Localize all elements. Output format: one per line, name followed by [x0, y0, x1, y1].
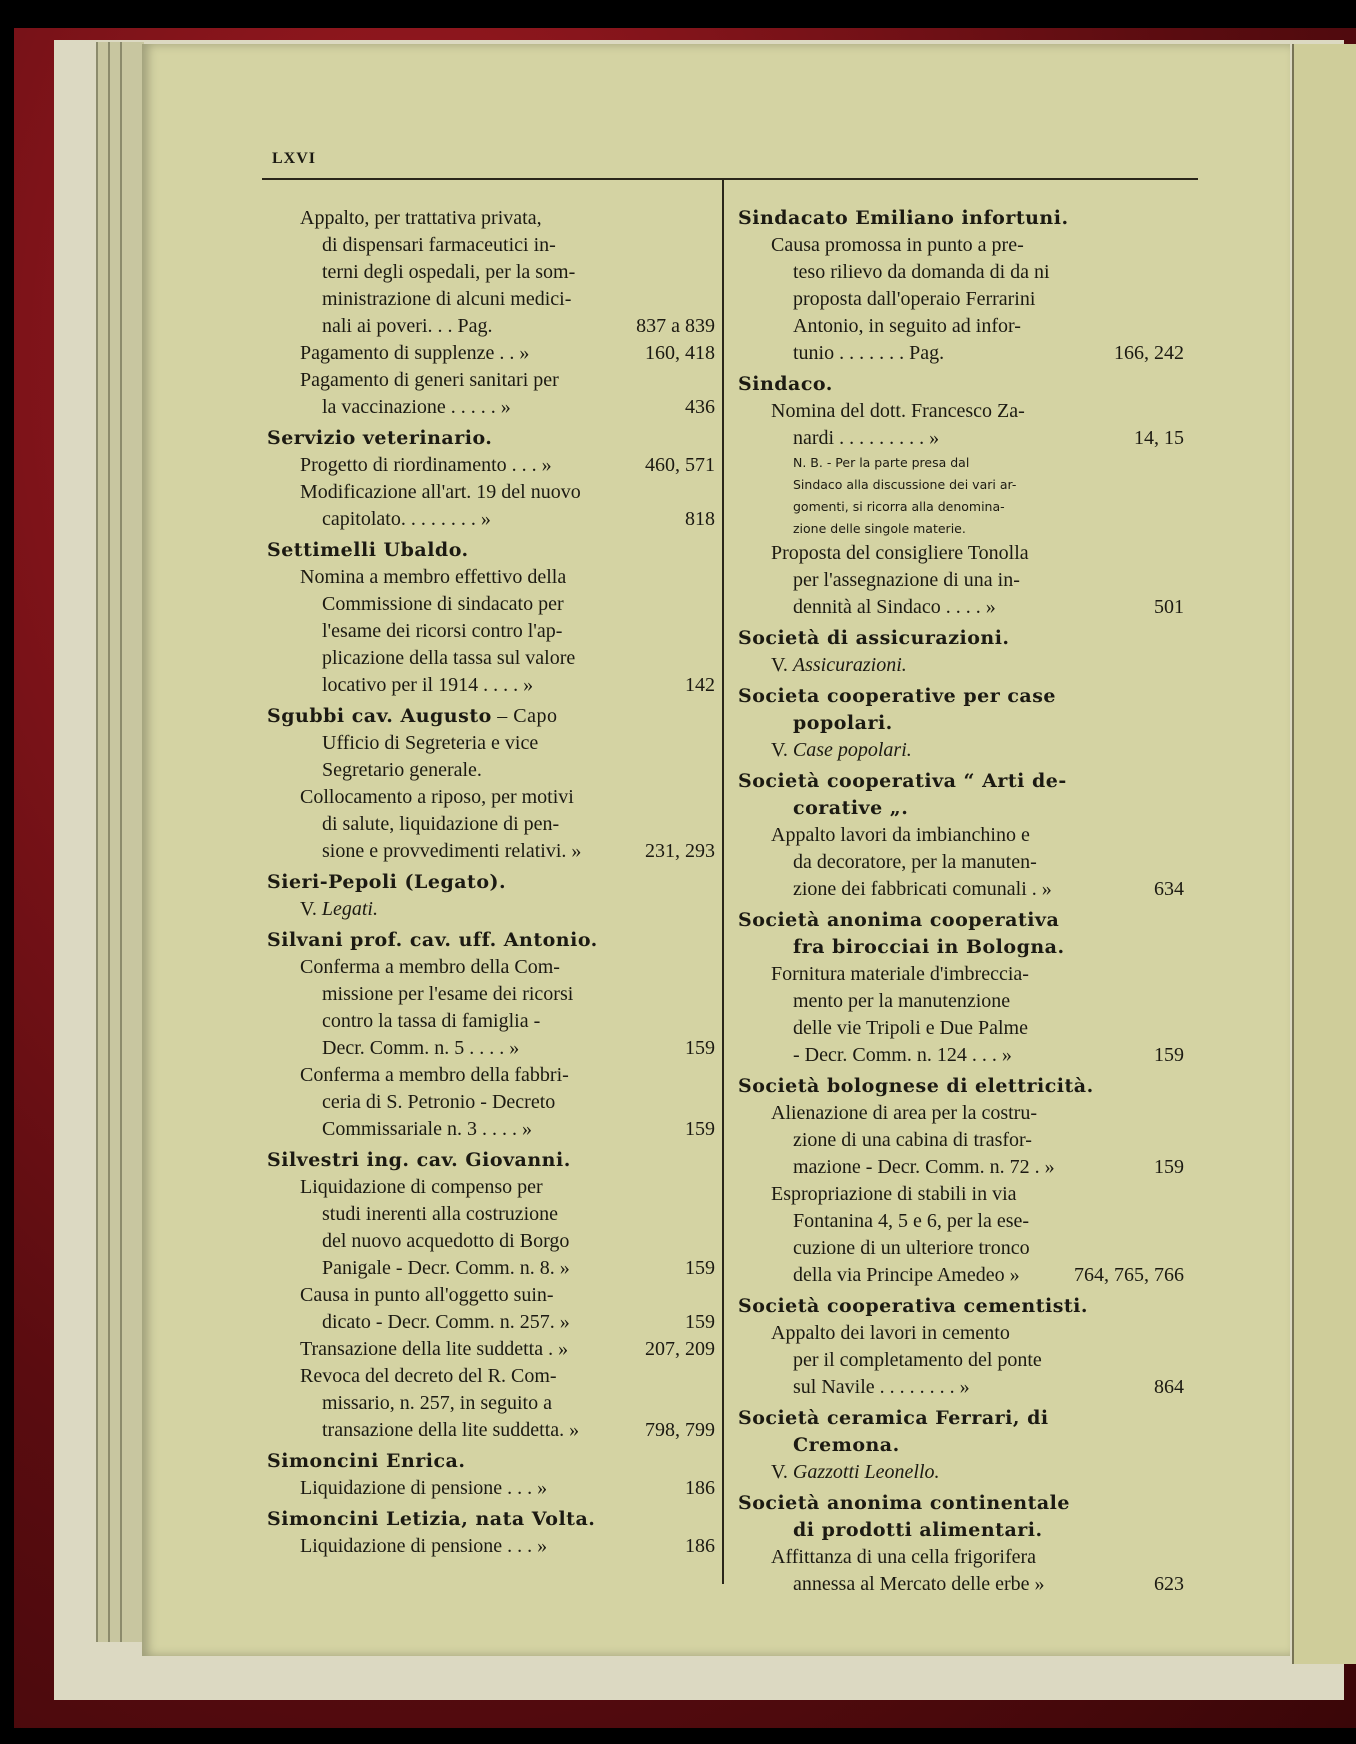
entry-text: Collocamento a riposo, per motivi [300, 786, 574, 808]
index-entry-heading [738, 205, 1184, 232]
index-entry-heading [267, 1147, 715, 1174]
entry-text: Antonio, in seguito ad infor- [793, 315, 1021, 337]
index-entry-line [267, 1282, 715, 1309]
index-entry-line [738, 1374, 1184, 1401]
page-reference: 166, 242 [1114, 342, 1184, 364]
index-entry-line [267, 313, 715, 340]
index-entry-line [738, 1015, 1184, 1042]
heading-text: Societa cooperative per case [738, 685, 1056, 707]
page-reference: 159 [685, 1257, 715, 1279]
index-entry-line [267, 1475, 715, 1502]
index-entry-line [738, 849, 1184, 876]
entry-text: di dispensari farmaceutici in- [322, 234, 556, 256]
see-target: Assicurazioni. [792, 654, 907, 676]
index-entry-heading [738, 1073, 1184, 1100]
entry-text: l'esame dei ricorsi contro l'ap- [322, 620, 563, 642]
entry-text: Alienazione di area per la costru- [771, 1102, 1037, 1124]
heading-text: Società bolognese di elettricità. [738, 1075, 1094, 1097]
entry-text: Fornitura materiale d'imbreccia- [771, 963, 1029, 985]
index-entry-line [738, 1262, 1184, 1289]
index-entry-line [267, 954, 715, 981]
index-entry-heading [738, 907, 1184, 934]
entry-text: contro la tassa di famiglia - [322, 1010, 541, 1032]
see-reference [738, 1459, 1184, 1486]
index-entry-line [267, 1336, 715, 1363]
entry-text: Fontanina 4, 5 e 6, per la ese- [793, 1210, 1030, 1232]
index-entry-line [267, 1116, 715, 1143]
index-entry-line [738, 1208, 1184, 1235]
index-entry-line [267, 757, 715, 784]
heading-text: Società ceramica Ferrari, di [738, 1407, 1049, 1429]
see-reference [738, 737, 1184, 764]
entry-text: Nomina del dott. Francesco Za- [771, 400, 1025, 422]
heading-text: Società di assicurazioni. [738, 627, 1010, 649]
index-entry-heading [738, 934, 1184, 961]
heading-text: Simoncini Enrica. [267, 1450, 466, 1472]
see-target: Case popolari. [792, 739, 912, 761]
index-entry-heading [738, 371, 1184, 398]
page-reference: 159 [685, 1118, 715, 1140]
entry-text: Affittanza di una cella frigorifera [771, 1546, 1037, 1568]
index-entry-line [738, 1571, 1184, 1598]
heading-text: Silvani prof. cav. uff. Antonio. [267, 929, 598, 951]
index-entry-heading [738, 1517, 1184, 1544]
index-entry-line [267, 1390, 715, 1417]
index-entry-line [738, 1347, 1184, 1374]
index-entry-heading [738, 768, 1184, 795]
index-entry-line [738, 594, 1184, 621]
page-reference: 436 [685, 396, 715, 418]
page-reference: 460, 571 [645, 454, 715, 476]
index-entry-heading [738, 1432, 1184, 1459]
page-reference: 159 [1154, 1156, 1184, 1178]
left-column [267, 205, 715, 1560]
index-entry-line [267, 618, 715, 645]
entry-text: mazione - Decr. Comm. n. 72 . » [793, 1156, 1055, 1178]
entry-text: Conferma a membro della Com- [300, 956, 560, 978]
entry-text: Nomina a membro effettivo della [300, 566, 567, 588]
heading-text: corative „. [793, 797, 909, 819]
index-entry-line [738, 567, 1184, 594]
see-target: Gazzotti Leonello. [792, 1461, 940, 1483]
entry-text: terni degli ospedali, per la som- [322, 261, 576, 283]
facing-page-edge [1292, 44, 1356, 1664]
index-entry-line [738, 313, 1184, 340]
entry-text: teso rilievo da domanda di da ni [793, 261, 1050, 283]
entry-text: Pagamento di supplenze . . » [300, 342, 530, 364]
page-reference: 837 a 839 [636, 315, 715, 337]
index-entry-heading [738, 710, 1184, 737]
entry-text: dicato - Decr. Comm. n. 257. » [322, 1311, 570, 1333]
entry-text: nali ai poveri. . . Pag. [322, 315, 493, 337]
index-note: gomenti, si ricorra alla denomina- [793, 499, 1005, 514]
entry-text: Panigale - Decr. Comm. n. 8. » [322, 1257, 570, 1279]
heading-text: Società anonima cooperativa [738, 909, 1060, 931]
heading-suffix: – Capo [491, 705, 558, 727]
index-entry-line [267, 1533, 715, 1560]
heading-text: Sindaco. [738, 373, 833, 395]
entry-text: del nuovo acquedotto di Borgo [322, 1230, 570, 1252]
entry-text: per il completamento del ponte [793, 1349, 1042, 1371]
index-entry-line [267, 367, 715, 394]
index-entry-line [267, 1417, 715, 1444]
index-entry-line [738, 1235, 1184, 1262]
index-entry-heading [267, 425, 715, 452]
heading-text: Sgubbi cav. Augusto [267, 705, 492, 727]
index-entry-line [267, 1255, 715, 1282]
see-reference [267, 896, 715, 923]
heading-text: Società anonima continentale [738, 1492, 1070, 1514]
page-reference: 623 [1154, 1573, 1184, 1595]
index-entry-line [267, 205, 715, 232]
entry-text: Segretario generale. [322, 759, 482, 781]
heading-text: Società cooperativa cementisti. [738, 1295, 1089, 1317]
index-entry-line [267, 394, 715, 421]
entry-text: Liquidazione di compenso per [300, 1176, 543, 1198]
right-column [738, 205, 1184, 1598]
entry-text: Commissione di sindacato per [322, 593, 564, 615]
leaf-edge [120, 42, 144, 1642]
heading-text: Simoncini Letizia, nata Volta. [267, 1508, 596, 1530]
heading-text: fra birocciai in Bologna. [793, 936, 1065, 958]
index-entry-heading [267, 537, 715, 564]
index-entry-line [267, 811, 715, 838]
see-prefix: V. [300, 898, 317, 920]
entry-text: da decoratore, per la manuten- [793, 851, 1037, 873]
entry-text: annessa al Mercato delle erbe » [793, 1573, 1045, 1595]
see-prefix: V. [771, 1461, 788, 1483]
entry-text: la vaccinazione . . . . . » [322, 396, 511, 418]
entry-text: Progetto di riordinamento . . . » [300, 454, 552, 476]
index-entry-line [267, 506, 715, 533]
entry-text: Liquidazione di pensione . . . » [300, 1477, 548, 1499]
entry-text: sul Navile . . . . . . . . » [793, 1376, 970, 1398]
index-entry-line [267, 645, 715, 672]
index-entry-line [267, 564, 715, 591]
index-entry-line [267, 259, 715, 286]
page-reference: 207, 209 [645, 1338, 715, 1360]
page-reference: 159 [685, 1037, 715, 1059]
index-entry-line [738, 286, 1184, 313]
entry-text: Commissariale n. 3 . . . . » [322, 1118, 532, 1140]
entry-text: ceria di S. Petronio - Decreto [322, 1091, 556, 1113]
index-entry-line [267, 1201, 715, 1228]
page-reference: 159 [1154, 1044, 1184, 1066]
index-entry-line [738, 398, 1184, 425]
index-entry-heading [267, 1448, 715, 1475]
entry-text: missione per l'esame dei ricorsi [322, 983, 574, 1005]
index-entry-heading [738, 795, 1184, 822]
entry-text: locativo per il 1914 . . . . » [322, 674, 534, 696]
header-rule [262, 178, 1198, 180]
index-entry-line [267, 1228, 715, 1255]
entry-text: - Decr. Comm. n. 124 . . . » [793, 1044, 1012, 1066]
heading-text: Sindacato Emiliano infortuni. [738, 207, 1069, 229]
index-entry-heading [267, 703, 715, 730]
index-entry-line [738, 961, 1184, 988]
entry-text: Pagamento di generi sanitari per [300, 369, 559, 391]
index-entry-line [738, 1154, 1184, 1181]
index-entry-line [267, 479, 715, 506]
index-entry-line [267, 1062, 715, 1089]
entry-text: delle vie Tripoli e Due Palme [793, 1017, 1028, 1039]
page-reference: 818 [685, 508, 715, 530]
index-entry-line [738, 340, 1184, 367]
entry-text: transazione della lite suddetta. » [322, 1419, 580, 1441]
index-entry-line [267, 784, 715, 811]
index-entry-line [267, 232, 715, 259]
index-entry-line [738, 1320, 1184, 1347]
index-entry-line [738, 1544, 1184, 1571]
index-entry-heading [267, 869, 715, 896]
page-reference: 159 [685, 1311, 715, 1333]
index-entry-line [267, 1309, 715, 1336]
entry-text: Revoca del decreto del R. Com- [300, 1365, 557, 1387]
page-reference: 764, 765, 766 [1074, 1264, 1184, 1286]
index-entry-heading [738, 1490, 1184, 1517]
entry-text: mento per la manutenzione [793, 990, 1011, 1012]
index-entry-line [267, 452, 715, 479]
page-reference: 142 [685, 674, 715, 696]
heading-text: popolari. [793, 712, 893, 734]
index-entry-heading [738, 1293, 1184, 1320]
page-reference: 14, 15 [1134, 427, 1184, 449]
index-entry-line [267, 1363, 715, 1390]
entry-text: zione dei fabbricati comunali . » [793, 878, 1052, 900]
index-entry-line [738, 1181, 1184, 1208]
see-prefix: V. [771, 654, 788, 676]
entry-text: Decr. Comm. n. 5 . . . . » [322, 1037, 520, 1059]
index-entry-line [267, 1008, 715, 1035]
index-entry-heading [267, 1506, 715, 1533]
page-reference: 186 [685, 1535, 715, 1557]
page-reference: 160, 418 [645, 342, 715, 364]
page-reference: 186 [685, 1477, 715, 1499]
index-entry-line [267, 981, 715, 1008]
entry-text: Conferma a membro della fabbri- [300, 1064, 569, 1086]
entry-text: cuzione di un ulteriore tronco [793, 1237, 1030, 1259]
index-entry-heading [267, 927, 715, 954]
entry-text: Transazione della lite suddetta . » [300, 1338, 569, 1360]
index-entry-line [738, 425, 1184, 452]
page-reference: 798, 799 [645, 1419, 715, 1441]
entry-text: della via Principe Amedeo » [793, 1264, 1020, 1286]
see-target: Legati. [321, 898, 378, 920]
index-entry-line [267, 1174, 715, 1201]
index-entry-heading [738, 625, 1184, 652]
page-reference: 231, 293 [645, 840, 715, 862]
index-entry-line [267, 286, 715, 313]
entry-text: Ufficio di Segreteria e vice [322, 732, 539, 754]
index-entry-line [267, 730, 715, 757]
entry-text: capitolato. . . . . . . . » [322, 508, 491, 530]
entry-text: dennità al Sindaco . . . . » [793, 596, 996, 618]
page-reference: 864 [1154, 1376, 1184, 1398]
entry-text: studi inerenti alla costruzione [322, 1203, 559, 1225]
index-note: N. B. - Per la parte presa dal [793, 455, 970, 470]
index-entry-line [267, 340, 715, 367]
column-divider [722, 180, 724, 1584]
index-entry-line [267, 1089, 715, 1116]
index-entry-line [738, 1042, 1184, 1069]
entry-text: Appalto dei lavori in cemento [771, 1322, 1010, 1344]
entry-text: per l'assegnazione di una in- [793, 569, 1020, 591]
entry-text: zione di una cabina di trasfor- [793, 1129, 1032, 1151]
entry-text: missario, n. 257, in seguito a [322, 1392, 552, 1414]
index-entry-line [738, 540, 1184, 567]
entry-text: di salute, liquidazione di pen- [322, 813, 560, 835]
see-reference [738, 652, 1184, 679]
heading-text: Settimelli Ubaldo. [267, 539, 469, 561]
index-entry-line [267, 838, 715, 865]
entry-text: sione e provvedimenti relativi. » [322, 840, 582, 862]
entry-text: proposta dall'operaio Ferrarini [793, 288, 1036, 310]
entry-text: Appalto, per trattativa privata, [300, 207, 542, 229]
heading-text: Sieri-Pepoli (Legato). [267, 871, 507, 893]
entry-text: nardi . . . . . . . . . » [793, 427, 940, 449]
entry-text: plicazione della tassa sul valore [322, 647, 576, 669]
entry-text: Liquidazione di pensione . . . » [300, 1535, 548, 1557]
index-entry-line [738, 876, 1184, 903]
entry-text: Modificazione all'art. 19 del nuovo [300, 481, 581, 503]
index-entry-line [738, 1100, 1184, 1127]
entry-text: Espropriazione di stabili in via [771, 1183, 1017, 1205]
heading-text: di prodotti alimentari. [793, 1519, 1043, 1541]
index-entry-heading [738, 1405, 1184, 1432]
index-entry-line [738, 822, 1184, 849]
see-prefix: V. [771, 739, 788, 761]
entry-text: Causa promossa in punto a pre- [771, 234, 1024, 256]
heading-text: Servizio veterinario. [267, 427, 493, 449]
entry-text: Proposta del consigliere Tonolla [771, 542, 1029, 564]
page-number: LXVI [272, 150, 317, 167]
index-entry-line [738, 232, 1184, 259]
index-entry-heading [738, 683, 1184, 710]
page-reference: 501 [1154, 596, 1184, 618]
index-note: Sindaco alla discussione dei vari ar- [793, 477, 1017, 492]
heading-text: Cremona. [793, 1434, 900, 1456]
entry-text: Appalto lavori da imbianchino e [771, 824, 1030, 846]
entry-text: Causa in punto all'oggetto suin- [300, 1284, 554, 1306]
index-entry-line [267, 591, 715, 618]
index-entry-line [738, 1127, 1184, 1154]
entry-text: ministrazione di alcuni medici- [322, 288, 572, 310]
heading-text: Società cooperativa “ Arti de- [738, 770, 1067, 792]
page-reference: 634 [1154, 878, 1184, 900]
heading-text: Silvestri ing. cav. Giovanni. [267, 1149, 571, 1171]
index-note: zione delle singole materie. [793, 521, 966, 536]
index-entry-line [267, 1035, 715, 1062]
entry-text: tunio . . . . . . . Pag. [793, 342, 945, 364]
index-entry-line [738, 988, 1184, 1015]
index-entry-line [738, 259, 1184, 286]
index-entry-line [267, 672, 715, 699]
